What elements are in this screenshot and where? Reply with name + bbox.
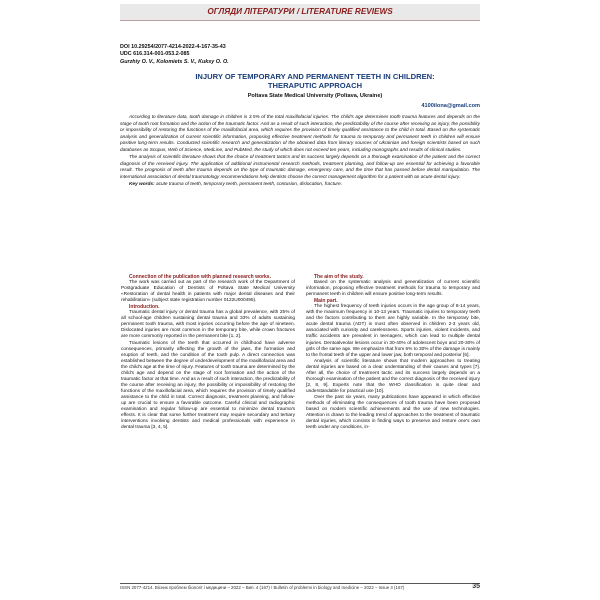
doi: DOI 10.29254/2077-4214-2022-4-167-35-43: [120, 44, 226, 50]
authors: Gurzhiy O. V., Kolomiets S. V., Kuksy O. O.: [120, 58, 229, 65]
article-title: [150, 72, 480, 90]
affiliation: Poltava State Medical University (Poltava, Ukraine): [247, 93, 383, 99]
body-paragraph: The highest frequency of teeth injuries occurs in the age group of 8-14 years, with the maximum frequency in 10-13 years. Traumatic injuries to temporary teeth and the factors contributing to them are highly variable. In the temporary bite, acute dental trauma (ADT) is most often observed in children 2-3 years old, associated with curiosity and carelessness. Sports injuries, violent incidents, and traffic accidents are prevalent in teenagers, which can lead to multiple dental injuries. Dentoalveolar lesions occur in 30-40% of adolescent boys and 20-30% of girls of the same age. We emphasize that from 5% to 30% of the damage is mainly to the frontal teeth of the upper and lower jaw, both temporal and posterior [6].: [306, 304, 480, 358]
keywords-label: Key words:: [129, 181, 155, 187]
title-line-2: THERAPUTIC APPROACH: [267, 81, 363, 91]
left-column: [121, 274, 295, 431]
body-paragraph: Analysis of scientific literature shows that modern approaches to treating dental injuries are based on a clear understanding of their causes and types [7]. After all, the choice of treatment tactic and its success largely depends on a thorough examination of the patient and the correct diagnosis of the received injury [2, 8, 9]. Experts note that the WHO classification is quite clear and understandable for practical use [10].: [306, 358, 481, 394]
abstract-paragraph: According to literature data, tooth damage in children is 3.5% of the total maxillofacial injuries. The child's age determines tooth trauma features and depends on the stage of tooth root formation and the action of the traumatic factor. And as a result of such interaction, the predictability of the course after receiving an injury, the possibility or impossibility of restoring the functions of the maxillofacial area, which requires the provision of timely qualified assistance to the child in total. Based on the systematic analysis and generalization of current scientific information, proposing effective treatment methods for trauma to temporary and permanent teeth in children will ensure positive long-term results. Conducted scientific research and generalization of the obtained data from literary sources of Ukrainian and foreign scientists based on such databases as Scopus, Web of Science, MedLine, and PubMed, the study of which does not exceed ten years, including monographs and results of clinical studies.: [120, 115, 480, 153]
body-paragraph: Traumatic lesions of the teeth that occurred in childhood have adverse consequences, primarily affecting the growth of the jaws, the formation and eruption of teeth, and the condition of the tooth pulp. A direct connection was established between the degree of underdevelopment of the maxillofacial area and the child's age at the time of injury. Features of tooth trauma are determined by the child's age and depend on the stage of root formation and the action of the traumatic factor at that time. And as a result of such interaction, the predictability of the course after receiving an injury, the possibility or impossibility of restoring the functions of the maxillofacial area, which requires the provision of timely qualified assistance to the child in total. Correct diagnosis, treatment planning, and follow-up are crucial to ensure a favorable outcome. Careful clinical and radiographic examination and regular follow-up are essential to minimize dental trauma's effects. It is clear that some further treatment may require secondary and tertiary interventions involving dentists and medical professionals with experience in dental trauma [3, 4, 5].: [121, 340, 295, 431]
section-heading: Introduction.: [129, 304, 160, 311]
right-column: [306, 274, 480, 431]
section-heading: The aim of the study.: [314, 274, 364, 280]
keywords-text: acute trauma of teeth, temporary teeth, permanent teeth, contusion, dislocation, fracture.: [155, 181, 343, 187]
author-email: 4100ilona@gmail.com: [421, 103, 480, 109]
udc: UDC 616.314-001-053.2-085: [120, 51, 190, 58]
body-paragraph: Over the past six years, many publications have appeared in which effective methods of eliminating the consequences of tooth trauma have been proposed based on modern scientific achievements and the use of new technologies. Attention is drawn to the leading trend of approaches to the treatment of traumatic dental injuries, which consists in finding ways to preserve and restore one's own teeth under any conditions, in-: [306, 394, 480, 431]
footer-journal-info: ISSN 2077-4214. Вісник проблем біології і медицини – 2022 – Вип. 4 (167) / Bulletin of problems in biology and medicine – 2022 – Issue 4 (167): [120, 585, 405, 590]
abstract: [120, 115, 480, 189]
article-meta: [120, 44, 480, 66]
keywords: [120, 182, 480, 189]
body-paragraph: The work was carried out as part of the research work of the Department of Postgraduate Education of Dentists of Poltava State Medical University «Restoration of dental health in patients with major dental diseases and their rehabilitation» (subject state registration number 0122U000495).: [121, 280, 295, 304]
title-line-1: INJURY OF TEMPORARY AND PERMANENT TEETH IN CHILDREN:: [195, 72, 435, 81]
body-paragraph: Traumatic dental injury or dental trauma has a global prevalence, with 25% of all school-age children sustaining dental trauma and 33% of adults sustaining permanent tooth trauma, with most injuries occurring before the age of nineteen. Dislocated injuries are most common in the temporary bite, while crown fractures are more commonly reported in the permanent bite [1, 2].: [121, 310, 295, 340]
page-footer: [120, 583, 480, 593]
body-paragraph: Based on the systematic analysis and generalization of current scientific information, proposing effective treatment methods for trauma to temporary and permanent teeth in children will ensure positive long-term results.: [306, 280, 480, 298]
running-head: ОГЛЯДИ ЛІТЕРАТУРИ / LITERATURE REVIEWS: [120, 4, 480, 21]
abstract-paragraph: The analysis of scientific literature shows that the choice of treatment tactics and its success largely depends on a thorough examination of the patient and the correct diagnosis of the received injury. The application of additional instrumental research methods, treatment planning, and follow-up are essential for achieving a favorable result. The prognosis of teeth after trauma depends on the type of traumatic damage, emergency care, and the time that has passed before dental manipulation. The international association of dental traumatology recommendations help dentists choose the correct management algorithm for a patient with an acute dental injury.: [120, 155, 480, 180]
section-heading: Connection of the publication with planned research works.: [129, 274, 271, 280]
page-number: 35: [472, 583, 480, 590]
section-heading: Main part.: [314, 298, 338, 305]
